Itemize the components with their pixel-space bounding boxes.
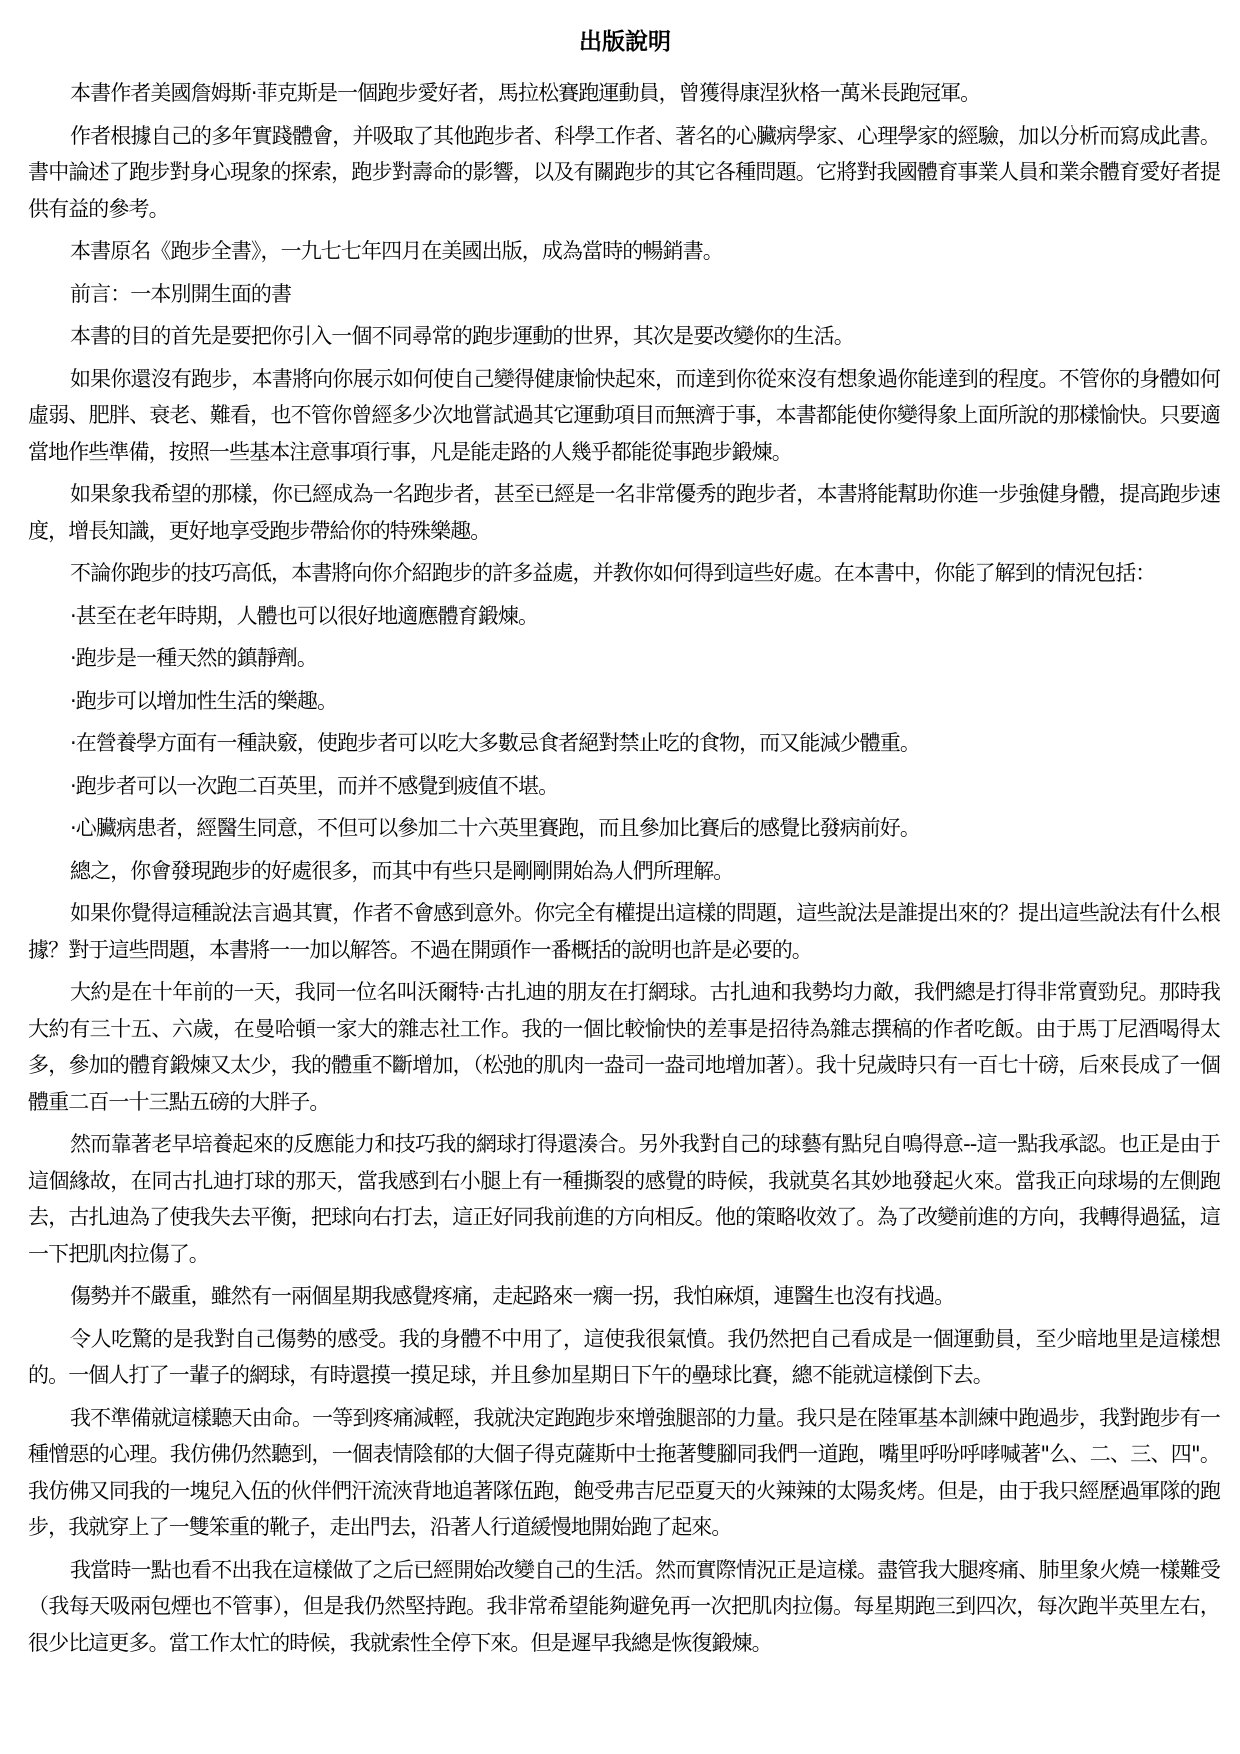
paragraph-book-basis: 作者根據自己的多年實踐體會，并吸取了其他跑步者、科學工作者、著名的心臟病學家、心理學家的經驗，加以分析而寫成此書。書中論述了跑步對身心現象的探索，跑步對壽命的影響，以及有關跑步的其它各種問題。它將對我國體育事業人員和業余體育愛好者提供有益的參考。 [28, 123, 1220, 221]
paragraph-injury-mild: 傷勢并不嚴重，雖然有一兩個星期我感覺疼痛，走起路來一瘸一拐，我怕麻煩，連醫生也沒有找過。 [70, 1284, 955, 1308]
paragraph-exaggeration: 如果你覺得這種說法言過其實，作者不會感到意外。你完全有權提出這樣的問題，這些說法是誰提出來的？提出這些說法有什么根據？對于這些問題，本書將一一加以解答。不過在開頭作一番概括的說明也許是必要的。 [28, 901, 1220, 962]
paragraph-start-running: 我不準備就這樣聽天由命。一等到疼痛減輕，我就決定跑跑步來增強腿部的力量。我只是在陸軍基本訓練中跑過步，我對跑步有一種憎惡的心理。我仿佛仍然聽到，一個表情陰郁的大個子得克薩斯中士拖著雙腳同我們一道跑，嘴里呼吩呼哮喊著"么、二、三、四"。我仿佛又同我的一塊兒入伍的伙伴們汗流浹背地追著隊伍跑，飽受弗吉尼亞夏天的火辣辣的太陽炙烤。但是，由于我只經歷過軍隊的跑步，我就穿上了一雙笨重的靴子，走出門去，沿著人行道緩慢地開始跑了起來。 [28, 1405, 1220, 1539]
paragraph-preface-heading: 前言：一本別開生面的書 [70, 281, 292, 306]
paragraph-not-running-yet: 如果你還沒有跑步，本書將向你展示如何使自己變得健康愉快起來，而達到你從來沒有想象過你能達到的程度。不管你的身體如何虛弱、肥胖、衰老、難看，也不管你曾經多少次地嘗試過其它運動項目而無濟于事，本書都能使你變得象上面所說的那樣愉快。只要適當地作些準備，按照一些基本注意事項行事，凡是能走路的人幾乎都能從事跑步鍛煉。 [28, 366, 1220, 464]
paragraph-purpose: 本書的目的首先是要把你引入一個不同尋常的跑步運動的世界，其次是要改變你的生活。 [70, 324, 854, 348]
document-title: 出版說明 [579, 29, 671, 55]
paragraph-persist: 我當時一點也看不出我在這樣做了之后已經開始改變自己的生活。然而實際情況正是這樣。盡管我大腿疼痛、肺里象火燒一樣難受（我每天吸兩包煙也不管事），但是我仍然堅持跑。我非常希望能夠避免再一次把肌肉拉傷。每星期跑三到四次，每次跑半英里左右，很少比這更多。當工作太忙的時候，我就索性全停下來。但是遲早我總是恢復鍛煉。 [28, 1557, 1220, 1655]
paragraph-reaction: 令人吃驚的是我對自己傷勢的感受。我的身體不中用了，這使我很氣憤。我仍然把自己看成是一個運動員，至少暗地里是這樣想的。一個人打了一輩子的網球，有時還摸一摸足球，并且參加星期日下午的壘球比賽，總不能就這樣倒下去。 [28, 1326, 1220, 1387]
list-item: ·跑步者可以一次跑二百英里，而并不感覺到疲值不堪。 [70, 773, 559, 798]
paragraph-author-intro: 本書作者美國詹姆斯·菲克斯是一個跑步愛好者，馬拉松賽跑運動員，曾獲得康涅狄格一萬米長跑冠軍。 [70, 81, 981, 105]
paragraph-already-runner: 如果象我希望的那樣，你已經成為一名跑步者，甚至已經是一名非常優秀的跑步者，本書將能幫助你進一步強健身體，提高跑步速度，增長知識，更好地享受跑步帶給你的特殊樂趣。 [28, 482, 1220, 543]
list-item: ·跑步是一種天然的鎮靜劑。 [70, 646, 317, 670]
list-item: ·甚至在老年時期，人體也可以很好地適應體育鍛煉。 [70, 603, 539, 628]
paragraph-original-title: 本書原名《跑步全書》，一九七七年四月在美國出版，成為當時的暢銷書。 [70, 239, 723, 263]
list-item: ·在營養學方面有一種訣竅，使跑步者可以吃大多數忌食者絕對禁止吃的食物，而又能減少體重。 [70, 731, 920, 755]
paragraph-injury: 然而靠著老早培養起來的反應能力和技巧我的網球打得還湊合。另外我對自己的球藝有點兒自鳴得意--這一點我承認。也正是由于這個緣故，在同古扎迪打球的那天，當我感到右小腿上有一種撕裂的感覺的時候，我就莫名其妙地發起火來。當我正向球場的左側跑去，古扎迪為了使我失去平衡，把球向右打去，這正好同我前進的方向相反。他的策略收效了。為了改變前進的方向，我轉得過猛，這一下把肌肉拉傷了。 [28, 1132, 1220, 1266]
list-item: ·心臟病患者，經醫生同意，不但可以參加二十六英里賽跑，而且參加比賽后的感覺比發病前好。 [70, 816, 920, 840]
document-body [28, 75, 1220, 1661]
paragraph-summary: 總之，你會發現跑步的好處很多，而其中有些只是剛剛開始為人們所理解。 [70, 858, 734, 883]
paragraph-tennis-story: 大約是在十年前的一天，我同一位名叫沃爾特·古扎迪的朋友在打網球。古扎迪和我勢均力敵，我們總是打得非常賣勁兒。那時我大約有三十五、六歲，在曼哈頓一家大的雜志社工作。我的一個比較愉快的差事是招待為雜志撰稿的作者吃飯。由于馬丁尼酒喝得太多，參加的體育鍛煉又太少，我的體重不斷增加，（松弛的肌肉一盎司一盎司地增加著）。我十兒歲時只有一百七十磅，后來長成了一個體重二百一十三點五磅的大胖子。 [28, 980, 1220, 1114]
list-item: ·跑步可以增加性生活的樂趣。 [70, 688, 338, 713]
paragraph-benefits-intro: 不論你跑步的技巧高低，本書將向你介紹跑步的許多益處，并教你如何得到這些好處。在本書中，你能了解到的情況包括： [70, 561, 1156, 585]
